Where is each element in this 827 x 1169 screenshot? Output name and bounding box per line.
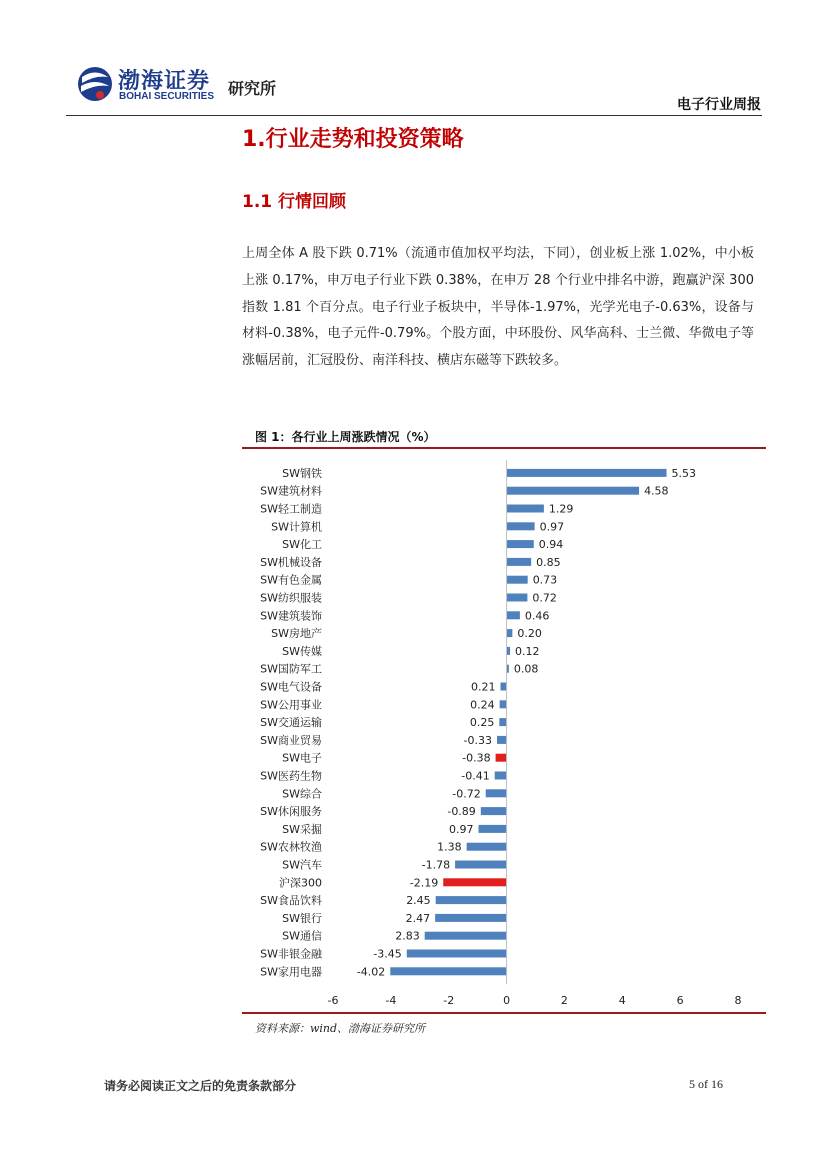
x-tick-label-7: 8 xyxy=(734,994,742,1008)
category-label-25: SW银行 xyxy=(282,911,322,925)
brand-name-cn: 渤海证券 xyxy=(118,69,211,94)
data-label-25: 2.47 xyxy=(405,911,431,925)
category-label-21: SW农林牧渔 xyxy=(260,840,322,854)
category-label-12: SW电气设备 xyxy=(260,680,322,694)
bar-14 xyxy=(499,718,506,726)
bar-17 xyxy=(495,772,507,780)
brand-logo xyxy=(76,62,306,108)
bar-20 xyxy=(479,825,507,833)
x-tick-label-3: 0 xyxy=(503,994,511,1008)
market-review-paragraph: 上周全体 A 股下跌 0.71%（流通市值加权平均法，下同），创业板上涨 1.02%，中小板上涨 0.17%，申万电子行业下跌 0.38%，在申万 28 个行业中排名中游，跑赢沪深 300 指数 1.81 个百分点。电子行业子板块中，半导体-1.97%，光学光电子-0.63%，设备与材料-0.38%，电子元件-0.79%。个股方面，中环股份、风华高科、士兰微、华微电子等涨幅居前，汇冠股份、南洋科技、横店东磁等下跌较多。 xyxy=(242,246,754,369)
category-label-8: SW建筑装饰 xyxy=(260,609,322,623)
data-label-5: 0.85 xyxy=(536,555,561,569)
figure-title: 图 1：各行业上周涨跌情况（%） xyxy=(255,430,436,444)
report-type: 电子行业周报 xyxy=(677,97,761,113)
category-label-15: SW商业贸易 xyxy=(260,733,322,747)
data-label-1: 4.58 xyxy=(644,484,669,498)
bar-12 xyxy=(500,683,506,691)
bar-25 xyxy=(435,914,506,922)
bar-8 xyxy=(507,611,520,619)
data-label-6: 0.73 xyxy=(532,573,558,587)
category-label-22: SW汽车 xyxy=(282,858,322,872)
bar-23 xyxy=(443,878,506,886)
category-label-0: SW钢铁 xyxy=(282,466,322,480)
bar-28 xyxy=(390,967,506,975)
category-label-14: SW交通运输 xyxy=(260,716,322,730)
data-label-18: -0.72 xyxy=(452,787,481,801)
institute-name: 研究所 xyxy=(228,79,277,98)
data-label-14: 0.25 xyxy=(469,716,495,730)
bar-7 xyxy=(507,594,528,602)
category-label-23: 沪深300 xyxy=(279,876,322,890)
data-label-22: -1.78 xyxy=(421,858,451,872)
footer-disclaimer: 请务必阅读正文之后的免责条款部分 xyxy=(104,1079,297,1093)
bar-24 xyxy=(436,896,507,904)
data-label-24: 2.45 xyxy=(406,894,431,908)
bar-21 xyxy=(467,843,507,851)
chart-axis xyxy=(328,460,742,1007)
chart-bars xyxy=(390,469,666,975)
data-label-27: -3.45 xyxy=(373,947,402,961)
category-label-5: SW机械设备 xyxy=(260,555,322,569)
bar-19 xyxy=(481,807,507,815)
section-subtitle: 1.1 行情回顾 xyxy=(242,192,347,212)
bar-22 xyxy=(455,861,506,869)
category-label-13: SW公用事业 xyxy=(260,698,322,712)
x-tick-label-5: 4 xyxy=(618,994,626,1008)
data-label-0: 5.53 xyxy=(671,466,697,480)
figure-bottom-rule xyxy=(242,1012,766,1014)
figure-source: 资料来源：wind、渤海证券研究所 xyxy=(255,1022,426,1035)
data-label-3: 0.97 xyxy=(539,520,565,534)
data-label-19: -0.89 xyxy=(447,805,476,819)
brand-name-en: BOHAI SECURITIES xyxy=(119,91,215,102)
category-label-26: SW通信 xyxy=(282,929,322,943)
bar-15 xyxy=(497,736,507,744)
category-label-3: SW计算机 xyxy=(271,520,322,534)
x-tick-label-1: -4 xyxy=(385,994,397,1008)
category-label-28: SW家用电器 xyxy=(260,965,322,979)
data-label-2: 1.29 xyxy=(548,502,574,516)
category-label-6: SW有色金属 xyxy=(260,573,322,587)
bar-2 xyxy=(507,505,544,513)
x-tick-label-0: -6 xyxy=(327,994,339,1008)
bar-26 xyxy=(425,932,507,940)
header-divider xyxy=(66,115,762,116)
category-label-11: SW国防军工 xyxy=(260,662,322,676)
data-label-13: 0.24 xyxy=(470,698,495,712)
category-label-2: SW轻工制造 xyxy=(260,502,322,516)
data-label-9: 0.20 xyxy=(517,627,542,641)
category-label-4: SW化工 xyxy=(282,538,322,552)
data-label-4: 0.94 xyxy=(538,538,564,552)
bar-4 xyxy=(507,540,534,548)
category-label-16: SW电子 xyxy=(282,751,322,765)
bar-10 xyxy=(507,647,510,655)
data-label-16: -0.38 xyxy=(462,751,491,765)
bar-0 xyxy=(507,469,667,477)
page-number: 5 of 16 xyxy=(689,1077,723,1091)
category-label-9: SW房地产 xyxy=(271,627,322,641)
bar-27 xyxy=(407,950,507,958)
data-label-15: -0.33 xyxy=(463,733,493,747)
bar-13 xyxy=(500,700,507,708)
data-label-17: -0.41 xyxy=(461,769,490,783)
data-label-23: -2.19 xyxy=(409,876,439,890)
bohai-logo-icon xyxy=(76,64,114,104)
category-label-19: SW休闲服务 xyxy=(260,805,322,819)
x-tick-label-4: 2 xyxy=(560,994,568,1008)
data-label-26: 2.83 xyxy=(395,929,420,943)
industry-change-bar-chart xyxy=(242,452,766,1012)
data-label-11: 0.08 xyxy=(513,662,539,676)
data-label-20: 0.97 xyxy=(449,822,474,836)
category-label-20: SW采掘 xyxy=(282,822,322,836)
bar-1 xyxy=(507,487,639,495)
bar-18 xyxy=(486,789,507,797)
data-label-7: 0.72 xyxy=(532,591,557,605)
category-label-18: SW综合 xyxy=(282,787,322,801)
category-label-10: SW传媒 xyxy=(282,644,322,658)
bar-16 xyxy=(496,754,507,762)
bar-5 xyxy=(507,558,532,566)
category-label-27: SW非银金融 xyxy=(260,947,322,961)
section-title: 1.行业走势和投资策略 xyxy=(242,127,464,152)
category-label-24: SW食品饮料 xyxy=(260,894,322,908)
data-label-8: 0.46 xyxy=(524,609,550,623)
figure-top-rule xyxy=(242,447,766,449)
data-label-10: 0.12 xyxy=(515,644,540,658)
x-tick-label-2: -2 xyxy=(443,994,455,1008)
data-label-28: -4.02 xyxy=(356,965,386,979)
data-label-21: 1.38 xyxy=(437,840,462,854)
category-label-7: SW纺织服装 xyxy=(260,591,322,605)
bar-3 xyxy=(507,522,535,530)
category-label-17: SW医药生物 xyxy=(260,769,322,783)
data-label-12: 0.21 xyxy=(470,680,496,694)
bar-9 xyxy=(507,629,513,637)
x-tick-label-6: 6 xyxy=(676,994,684,1008)
category-label-1: SW建筑材料 xyxy=(260,484,322,498)
bar-6 xyxy=(507,576,528,584)
